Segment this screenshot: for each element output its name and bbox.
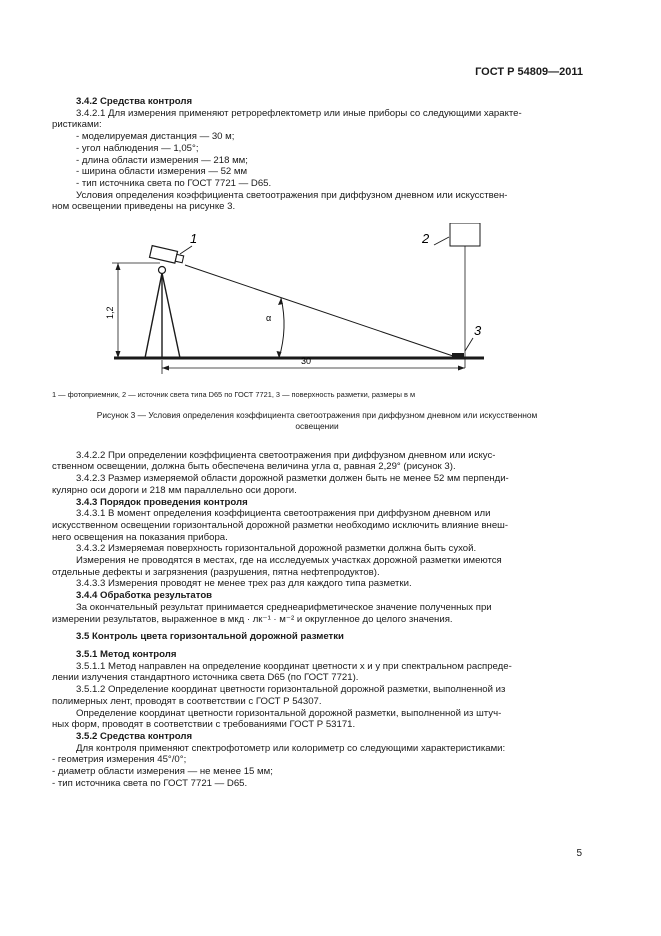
- section-heading-3-4-4: 3.4.4 Обработка результатов: [76, 590, 213, 602]
- paragraph-3-5-1-1-line2: лении излучения стандартного источника света D65 (по ГОСТ 7721).: [52, 672, 359, 684]
- length-dimension-label: 30: [300, 356, 312, 367]
- paragraph-final-result-line2: измерении результатов, выраженное в мкд · лк⁻¹ · м⁻² и округленное до целого значения.: [52, 613, 453, 625]
- section-heading-3-5-1: 3.5.1 Метод контроля: [76, 648, 177, 660]
- photoreceiver-1: [150, 246, 185, 265]
- paragraph-3-4-3-1-line2: искусственном освещении горизонтальной дорожной разметки необходимо исключить влияние внеш-: [52, 519, 509, 531]
- paragraph-3-4-2-2-line1: 3.4.2.2 При определении коэффициента светоотражения при диффузном дневном или искус-: [76, 449, 496, 461]
- paragraph-defects-line2: отдельные дефекты и загрязнения (разрушения, пятна нефтепродуктов).: [52, 566, 380, 578]
- conditions-paragraph-line1: Условия определения коэффициента светоотражения при диффузном дневном или искусствен-: [76, 189, 508, 201]
- paragraph-3-4-3-1-line3: него освещения на показания прибора.: [52, 531, 228, 543]
- paragraph-3-4-2-1-line2: ристиками:: [52, 119, 102, 131]
- label-3: 3: [474, 323, 482, 339]
- line-of-sight: [185, 265, 453, 356]
- list-item: - ширина области измерения — 52 мм: [76, 166, 248, 178]
- marking-surface-3: [452, 353, 464, 357]
- alpha-label: α: [266, 313, 272, 324]
- label-2: 2: [422, 231, 430, 247]
- figure-legend: 1 — фотоприемник, 2 — источник света типа D65 по ГОСТ 7721, 3 — поверхность разметки, размеры в м: [52, 390, 416, 400]
- list-item: - диаметр области измерения — не менее 15 мм;: [52, 766, 273, 778]
- paragraph-3-4-2-2-line2: ственном освещении, должна быть обеспечена величина угла α, равная 2,29° (рисунок 3).: [52, 461, 456, 473]
- length-arrow-left: [162, 366, 169, 371]
- paragraph-3-4-3-2: 3.4.3.2 Измеряемая поверхность горизонтальной дорожной разметки должна быть сухой.: [76, 543, 477, 555]
- paragraph-3-5-1-2-line2: полимерных лент, проводят в соответствии с ГОСТ Р 54307.: [52, 695, 322, 707]
- list-item: - геометрия измерения 45°/0°;: [52, 754, 187, 766]
- paragraph-3-4-3-3: 3.4.3.3 Измерения проводят не менее трех раз для каждого типа разметки.: [76, 578, 412, 590]
- conditions-paragraph-line2: ном освещении приведены на рисунке 3.: [52, 201, 236, 213]
- page-content: [52, 96, 582, 789]
- height-arrow-top: [116, 263, 121, 270]
- paragraph-3-5-1-2-line1: 3.5.1.2 Определение координат цветности горизонтальной дорожной разметки, выполненной из: [76, 684, 506, 696]
- paragraph-piece-forms-line2: ных форм, проводят в соответствии с требованиями ГОСТ Р 53171.: [52, 719, 356, 731]
- tripod-leg-right: [162, 273, 180, 358]
- paragraph-piece-forms-line1: Определение координат цветности горизонтальной дорожной разметки, выполненной из штуч-: [76, 707, 502, 719]
- figure-caption-line1: Рисунок 3 — Условия определения коэффициента светоотражения при диффузном дневном или искусственном: [96, 409, 538, 420]
- light-source-2: [450, 223, 480, 246]
- list-item: - моделируемая дистанция — 30 м;: [76, 131, 235, 143]
- alpha-angle-arc: [279, 298, 284, 358]
- paragraph-3-4-2-3-line1: 3.4.2.3 Размер измеряемой области дорожной разметки должен быть не менее 52 мм перпенди-: [76, 473, 509, 485]
- figure-caption-line2: освещении: [295, 420, 339, 431]
- height-dimension-label: 1,2: [105, 306, 115, 320]
- paragraph-final-result-line1: За окончательный результат принимается среднеарифметическое значение полученных при: [76, 601, 492, 613]
- label-1-leader: [180, 246, 192, 254]
- length-arrow-right: [458, 366, 465, 371]
- list-item: - тип источника света по ГОСТ 7721 — D65.: [76, 177, 272, 189]
- paragraph-3-5-1-1-line1: 3.5.1.1 Метод направлен на определение координат цветности x и y при спектральном распреде-: [76, 660, 512, 672]
- standard-header: ГОСТ Р 54809—2011: [475, 66, 583, 78]
- page-number: 5: [576, 848, 582, 859]
- characteristics-list: [52, 131, 582, 190]
- figure-caption: [52, 410, 582, 432]
- section-heading-3-4-2: 3.4.2 Средства контроля: [76, 96, 193, 107]
- figure-3-diagram: [52, 223, 558, 383]
- paragraph-defects-line1: Измерения не проводятся в местах, где на исследуемых участках дорожной разметки имеются: [76, 555, 502, 567]
- list-item: - угол наблюдения — 1,05°;: [76, 142, 199, 154]
- tripod-head: [159, 267, 166, 274]
- list-item: - тип источника света по ГОСТ 7721 — D65.: [52, 777, 248, 789]
- section-heading-3-4-3: 3.4.3 Порядок проведения контроля: [76, 496, 248, 508]
- label-2-leader: [434, 237, 449, 245]
- paragraph-3-4-3-1-line1: 3.4.3.1 В момент определения коэффициента светоотражения при диффузном дневном или: [76, 508, 491, 520]
- section-heading-3-5-2: 3.5.2 Средства контроля: [76, 730, 193, 742]
- label-1: 1: [190, 231, 198, 247]
- paragraph-3-4-2-1-line1: 3.4.2.1 Для измерения применяют ретрорефлектометр или иные приборы со следующими характе-: [76, 107, 522, 119]
- tripod-leg-left: [145, 273, 162, 358]
- paragraph-instruments: Для контроля применяют спектрофотометр или колориметр со следующими характеристиками:: [76, 742, 506, 754]
- label-3-leader: [465, 338, 473, 351]
- measurement-setup-svg: [52, 223, 558, 383]
- paragraph-3-4-2-3-line2: кулярно оси дороги и 218 мм параллельно оси дороги.: [52, 484, 297, 496]
- section-heading-3-5: 3.5 Контроль цвета горизонтальной дорожной разметки: [76, 631, 344, 643]
- instrument-characteristics-list: [52, 754, 582, 789]
- list-item: - длина области измерения — 218 мм;: [76, 154, 248, 166]
